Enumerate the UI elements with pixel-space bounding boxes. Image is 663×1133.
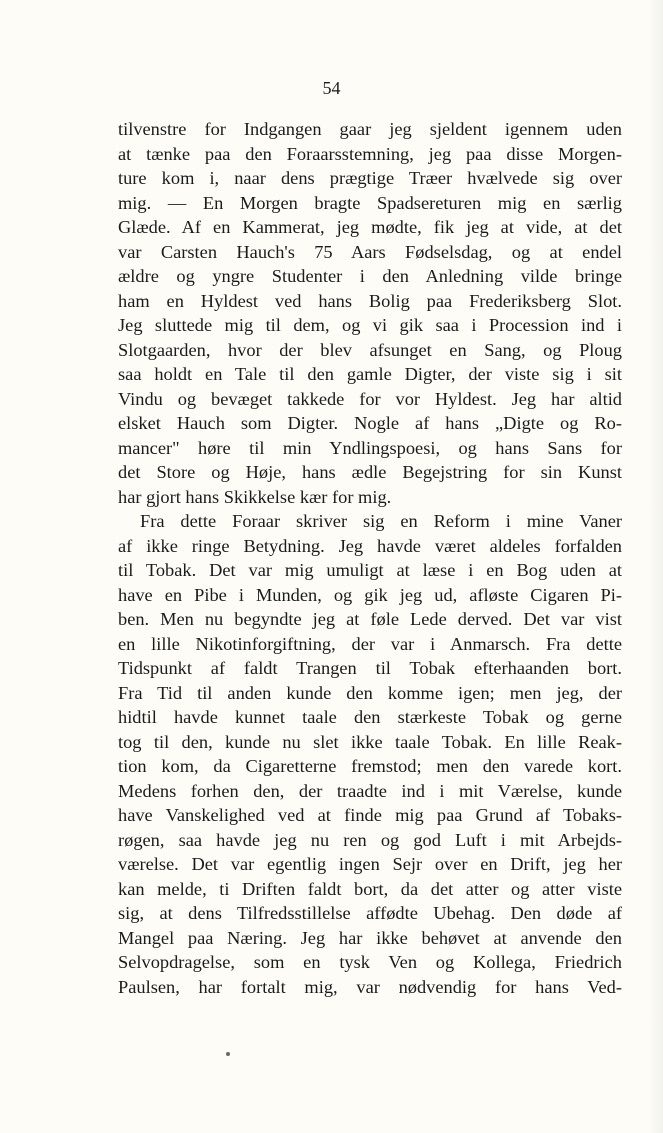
text-line: af ikke ringe Betydning. Jeg havde været aldeles forfalden <box>118 535 622 556</box>
text-line: mancer" høre til min Yndlingspoesi, og hans Sans for <box>118 437 622 458</box>
text-line: have Vanskelighed ved at finde mig paa Grund af Tobaks- <box>118 805 622 825</box>
text-line: Jeg sluttede mig til dem, og vi gik saa i Procession ind i <box>118 315 622 335</box>
text-line: sig, at dens Tilfredsstillelse affødte Ubehag. Den døde af <box>118 903 622 923</box>
text-line: ture kom i, naar dens prægtige Træer hvælvede sig over <box>118 168 622 188</box>
text-line: hidtil havde kunnet taale den stærkeste Tobak og gerne <box>118 707 622 727</box>
text-line: tion kom, da Cigaretterne fremstod; men den varede kort. <box>118 756 622 776</box>
text-line: kan melde, ti Driften faldt bort, da det atter og atter viste <box>118 878 622 899</box>
text-line: ben. Men nu begyndte jeg at føle Lede derved. Det var vist <box>118 609 622 629</box>
text-line: Fra Tid til anden kunde den komme igen; men jeg, der <box>118 682 622 703</box>
text-line: have en Pibe i Munden, og gik jeg ud, afløste Cigaren Pi- <box>118 584 622 605</box>
text-line: Tidspunkt af faldt Trangen til Tobak efterhaanden bort. <box>118 658 622 678</box>
text-line: at tænke paa den Foraarsstemning, jeg paa disse Morgen- <box>118 143 622 164</box>
text-line: ham en Hyldest ved hans Bolig paa Frederiksberg Slot. <box>118 290 622 311</box>
text-line: røgen, saa havde jeg nu ren og god Luft i mit Arbejds- <box>118 829 622 850</box>
text-line: Paulsen, har fortalt mig, var nødvendig for hans Ved- <box>118 976 622 997</box>
page-number: 54 <box>322 78 341 98</box>
text-line: ældre og yngre Studenter i den Anledning vilde bringe <box>118 266 622 286</box>
text-line: Slotgaarden, hvor der blev afsunget en Sang, og Ploug <box>118 339 622 360</box>
text-line: saa holdt en Tale til den gamle Digter, der viste sig i sit <box>118 364 622 384</box>
text-line: mig. — En Morgen bragte Spadsereturen mig en særlig <box>118 192 622 213</box>
text-line: Glæde. Af en Kammerat, jeg mødte, fik jeg at vide, at det <box>118 217 622 237</box>
text-line: Medens forhen den, der traadte ind i mit Værelse, kunde <box>118 780 622 801</box>
text-line: tog til den, kunde nu slet ikke taale Tobak. En lille Reak- <box>118 731 622 752</box>
text-line: værelse. Det var egentlig ingen Sejr over en Drift, jeg her <box>118 854 622 874</box>
body-text <box>118 117 622 999</box>
text-line: Fra dette Foraar skriver sig en Reform i mine Vaner <box>140 511 622 531</box>
text-line: Vindu og bevæget takkede for vor Hyldest. Jeg har altid <box>118 388 622 409</box>
text-line: det Store og Høje, hans ædle Begejstring for sin Kunst <box>118 462 622 482</box>
text-line: var Carsten Hauch's 75 Aars Fødselsdag, og at endel <box>118 241 622 262</box>
text-line: til Tobak. Det var mig umuligt at læse i en Bog uden at <box>118 560 622 580</box>
text-line: elsket Hauch som Digter. Nogle af hans „Digte og Ro- <box>118 413 622 433</box>
text-line: har gjort hans Skikkelse kær for mig. <box>118 486 392 507</box>
ink-speck <box>226 1052 230 1056</box>
text-line: Mangel paa Næring. Jeg har ikke behøvet at anvende den <box>118 927 622 948</box>
text-line: tilvenstre for Indgangen gaar jeg sjeldent igennem uden <box>118 119 622 139</box>
text-line: Selvopdragelse, som en tysk Ven og Kollega, Friedrich <box>118 952 622 972</box>
text-line: en lille Nikotinforgiftning, der var i Anmarsch. Fra dette <box>118 633 622 654</box>
page-edge-shadow <box>649 0 663 1133</box>
